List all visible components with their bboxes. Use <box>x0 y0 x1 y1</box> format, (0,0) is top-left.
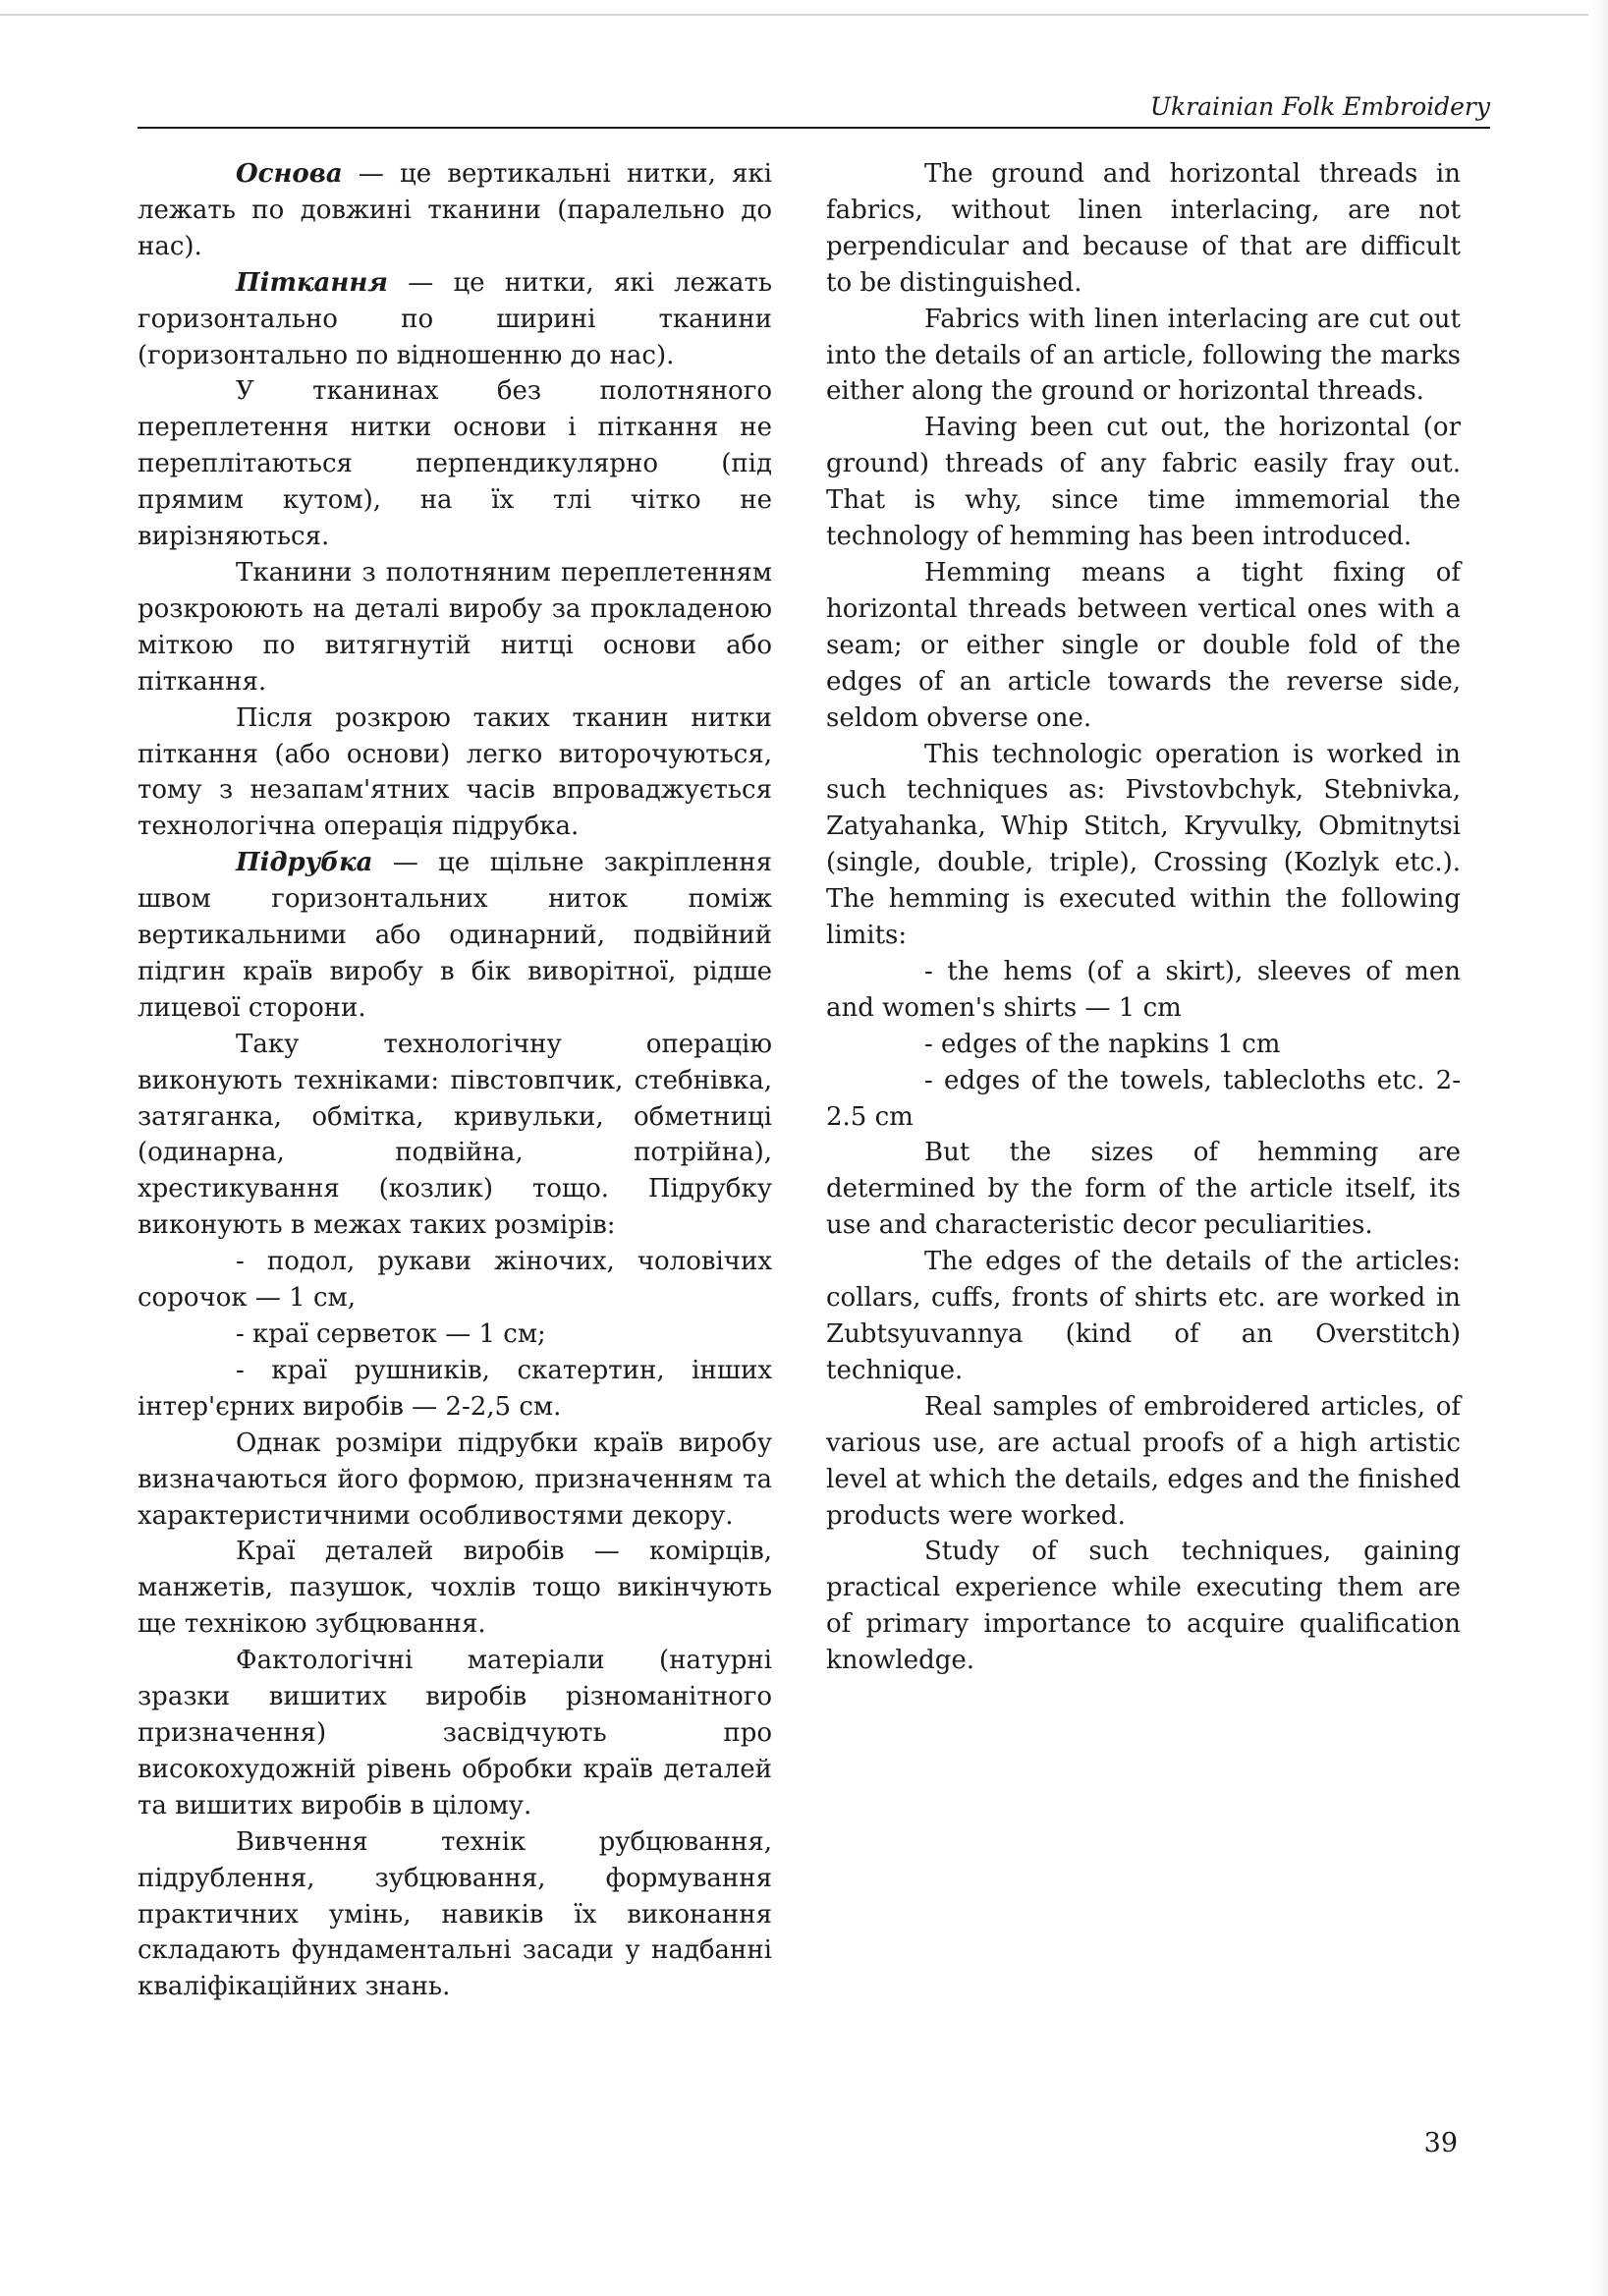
paragraph: Fabrics with linen interlacing are cut out into the details of an article, following the marks either along the ground or horizontal threads. <box>826 304 1461 407</box>
paragraph <box>138 555 772 700</box>
paragraph-text: — це вертикальні нитки, які лежать по довжині тканини (паралельно до нас). <box>138 159 772 261</box>
paragraph: This technologic operation is worked in such techniques as: Pivstovbchyk, Stebnivka, Zatyahanka, Whip Stitch, Kryvulky, Obmitnytsi (single, double, triple), Crossing (Kozlyk etc.). The hemming is executed within the following limits: <box>826 739 1461 951</box>
paragraph: Real samples of embroidered articles, of various use, are actual proofs of a high artistic level at which the details, edges and the finished products were worked. <box>826 1391 1461 1531</box>
paragraph-text: Тканини з полотняним переплетенням розкроюють на деталі виробу за прокладеною міткою по витягнутій нитці основи або піткання. <box>138 557 772 697</box>
paragraph <box>138 1027 772 1244</box>
paragraph <box>138 265 772 374</box>
paragraph <box>138 1244 772 1316</box>
scan-top-rule <box>0 14 1588 16</box>
defined-term: Основа <box>236 159 343 189</box>
paragraph: Hemming means a tight fixing of horizontal threads between vertical ones with a seam; or either single or double fold of the edges of an article towards the reverse side, seldom obverse one. <box>826 557 1461 733</box>
paragraph <box>138 700 772 846</box>
paragraph-text: Однак розміри підрубки країв виробу визначаються його формою, призначенням та характеристичними особливостями декору. <box>138 1428 772 1531</box>
paragraph-text: - краї серветок — 1 см; <box>236 1319 546 1349</box>
scan-right-edge <box>1592 0 1608 2296</box>
paragraph <box>138 845 772 1027</box>
paragraph-text: Вивчення технік рубцювання, підрублення, зубцювання, формування практичних умінь, навиків їх виконання складають фундаментальні засади у надбанні кваліфікаційних знань. <box>138 1826 772 2002</box>
paragraph: - the hems (of a skirt), sleeves of men and women's shirts — 1 cm <box>826 956 1461 1023</box>
paragraph <box>138 1534 772 1643</box>
header-rule <box>138 127 1490 129</box>
running-header: Ukrainian Folk Embroidery <box>1149 92 1490 121</box>
paragraph-text: — це щільне закріплення швом горизонтальних ниток поміж вертикальними або одинарний, подвійний підгин країв виробу в бік виворітної, рідше лицевої сторони. <box>138 848 772 1023</box>
ukrainian-text-column <box>138 156 772 2005</box>
paragraph <box>138 1426 772 1535</box>
paragraph <box>138 1316 772 1353</box>
paragraph: The edges of the details of the articles: collars, cuffs, fronts of shirts etc. are worked in Zubtsyuvannya (kind of an Overstitch) technique. <box>826 1247 1461 1385</box>
paragraph <box>138 1353 772 1426</box>
paragraph-text: Краї деталей виробів — комірців, манжетів, пазушок, чохлів тощо викінчують ще технікою зубцювання. <box>138 1537 772 1640</box>
paragraph-text: - краї рушників, скатертин, інших інтер'єрних виробів — 2-2,5 см. <box>138 1355 772 1422</box>
paragraph: Having been cut out, the horizontal (or ground) threads of any fabric easily fray out. That is why, since time immemorial the technology of hemming has been introduced. <box>826 413 1461 552</box>
paragraph-text: Фактологічні матеріали (натурні зразки вишитих виробів різноманітного призначення) засвідчують про високохудожній рівень обробки країв деталей та вишитих виробів в цілому. <box>138 1646 772 1820</box>
paragraph-text: Таку технологічну операцію виконують техніками: півстовпчик, стебнівка, затяганка, обмітка, кривульки, обметниці (одинарна, подвійна, потрійна), хрестикування (козлик) тощо. Підрубку виконують в межах таких розмірів: <box>138 1029 772 1241</box>
english-text-column <box>826 156 1461 1679</box>
paragraph <box>138 1824 772 2006</box>
paragraph: But the sizes of hemming are determined by the form of the article itself, its use and characteristic decor peculiarities. <box>826 1138 1461 1241</box>
paragraph <box>138 156 772 265</box>
paragraph: The ground and horizontal threads in fabrics, without linen interlacing, are not perpendicular and because of that are difficult to be distinguished. <box>826 159 1461 298</box>
paragraph: Study of such techniques, gaining practical experience while executing them are of primary importance to acquire qualification knowledge. <box>826 1537 1461 1676</box>
paragraph-text: У тканинах без полотняного переплетення нитки основи і піткання не переплітаються перпендикулярно (під прямим кутом), на їх тлі чітко не вирізняються. <box>138 376 772 552</box>
paragraph-text: — це нитки, які лежать горизонтально по ширині тканини (горизонтально по відношенню до нас). <box>138 267 772 370</box>
paragraph <box>138 373 772 555</box>
defined-term: Підрубка <box>236 848 373 878</box>
paragraph: - edges of the napkins 1 cm <box>924 1029 1281 1059</box>
paragraph <box>138 1643 772 1824</box>
paragraph-text: - подол, рукави жіночих, чоловічих сорочок — 1 см, <box>138 1247 772 1314</box>
paragraph-text: Після розкрою таких тканин нитки піткання (або основи) легко виторочуються, тому з незапам'ятних часів впроваджується технологічна операція підрубка. <box>138 702 772 842</box>
defined-term: Піткання <box>236 267 388 298</box>
page-number: 39 <box>1423 2128 1458 2158</box>
paragraph: - edges of the towels, tablecloths etc. 2-2.5 cm <box>826 1065 1461 1132</box>
